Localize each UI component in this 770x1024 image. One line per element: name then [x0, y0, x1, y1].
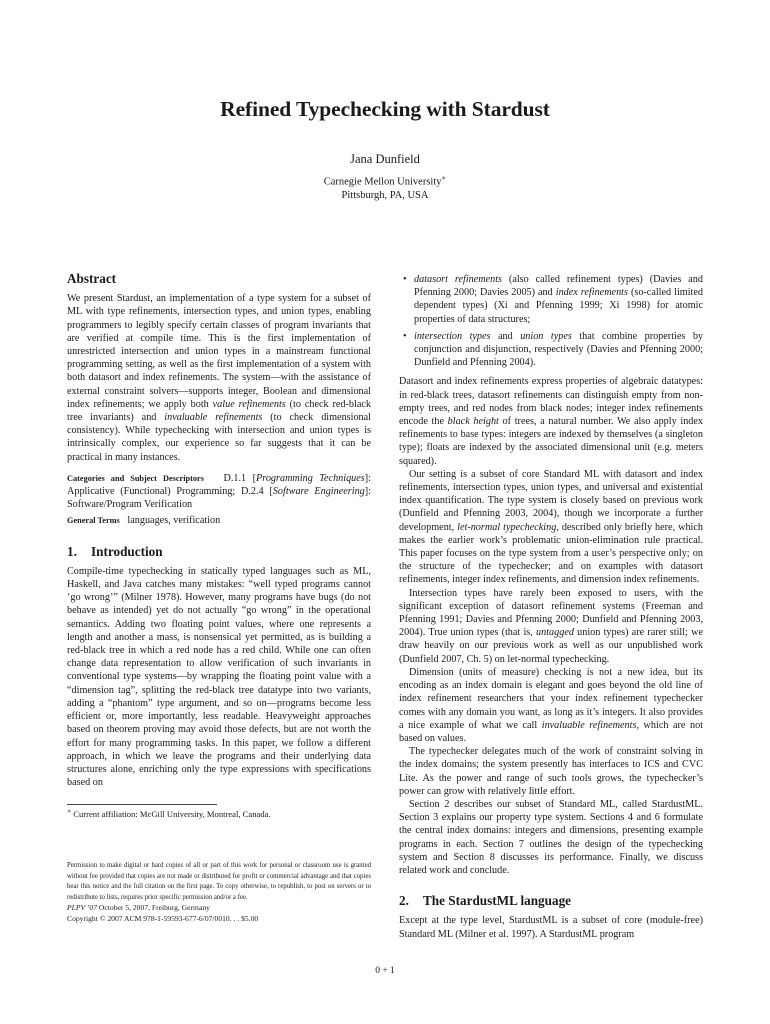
categories-descriptors: Categories and Subject Descriptors D.1.1 [Programming Techniques]: Applicative (Functional) Programming; D.2.4 [Software Engineering]: Software/Program Verification [67, 472, 371, 511]
abstract-heading: Abstract [67, 271, 117, 286]
footnote-rule [67, 804, 217, 805]
right-column [399, 273, 703, 941]
categories-heading: Categories and Subject Descriptors [67, 473, 204, 483]
affiliation-footnote-mark: ∗ [441, 174, 447, 182]
body-paragraph: The typechecker delegates much of the work of constraint solving in the index domains; the system presently has interfaces to ICS and CVC Lite. As the power and range of such tools grows, the typechecker’s power can grow with relatively little effort. [399, 746, 703, 797]
paper-title: Refined Typechecking with Stardust [220, 97, 550, 121]
author-name: Jana Dunfield [350, 152, 420, 166]
left-column [67, 272, 371, 789]
general-terms-heading: General Terms [67, 516, 120, 526]
body-paragraph: Intersection types have rarely been exposed to users, with the significant exception of datasort refinement systems (Freeman and Pfenning 1991; Davies and Pfenning 2000; Dunfield and Pfenning 2003, 2004). True union types (that is, untagged union types) are rarer still; we draw heavily on our previous work as well as our unpublished work (Dunfield 2007, Ch. 5) on let-normal typechecking. [399, 587, 703, 665]
body-paragraph: Datasort and index refinements express properties of algebraic datatypes: in red-black trees, datasort refinements can distinguish empty from non-empty trees, and red nodes from black nodes; integer index refinements encode the black height of trees, a natural number. We also apply index refinements to base types: integers are indexed by themselves (a singleton type); floats are indexed by the associated dimensional unit (e.g. meters squared). [399, 376, 703, 467]
section-2-heading: 2. The StardustML language [399, 893, 572, 909]
conference-venue: PLPV ’07 October 5, 2007, Freiburg, Germany [67, 903, 210, 913]
introduction-paragraph: Compile-time typechecking in statically typed languages such as ML, Haskell, and Java catches many mistakes: “well typed programs cannot ‘go wrong’” (Milner 1978). However, many programs have bugs (do not behave as intended) yet do not actually “go wrong” in the operational semantics. Adding two floating point values, where one represents a length and another a mass, is nonsensical yet permitted, as is building a red-black tree in which a red node has a red child. While one can often change data representation to allow verification of such invariants in conventional type systems—by wrapping the floating point value with a “dimension tag”, splitting the red-black tree datatype into two variants, adding a “phantom” type argument, and so on—programs become less efficient or, more importantly, less readable. Heavyweight approaches based on theorem proving may avoid those defects, but are not worth the effort for many programming tasks. In this paper, we follow a different approach, in which we leave the programs and their underlying data structures alone, enriching only the type expressions with specifications based on [67, 565, 371, 789]
affiliation-location: Pittsburgh, PA, USA [341, 190, 429, 201]
copyright-line: Copyright © 2007 ACM 978-1-59593-677-6/07/0010. . . $5.00 [67, 913, 259, 923]
permission-text: Permission to make digital or hard copies of all or part of this work for personal or classroom use is granted without fee provided that copies are not made or distributed for profit or commercial advantage and that copies bear this notice and the full citation on the first page. To copy otherwise, to republish, to post on servers or to redistribute to lists, requires prior specific permission and/or a fee. [67, 862, 371, 901]
body-paragraph: Section 2 describes our subset of Standard ML, called StardustML. Section 3 explains our property type system. Sections 4 and 6 formulate the central index domains: integers and dimensions, presenting example programs in each. Section 7 outlines the design of the typechecking system and Section 8 discusses its performance. Finally, we discuss related work and conclude. [399, 798, 703, 876]
general-terms: General Terms languages, verification [67, 515, 221, 527]
permission-notice [67, 861, 371, 925]
body-paragraph: Dimension (units of measure) checking is not a new idea, but its encoding as an index domain is elegant and goes beyond the old line of index refinement researchers that your index refinement typechecker comes with any domain you want, as long as it’s integers. It also provides a nice example of what we call invaluable refinements, which are not based on values. [399, 666, 704, 744]
section-2-paragraph: Except at the type level, StardustML is a subset of core (module-free) Standard ML (Milner et al. 1997). A StardustML program [399, 915, 703, 940]
author-affiliation [0, 172, 770, 203]
list-item: • intersection types and union types that combine properties by conjunction and disjunction, respectively (Davies and Pfenning 2000; Dunfield and Pfenning 2004). [403, 330, 704, 369]
abstract-paragraph: We present Stardust, an implementation of a type system for a subset of ML with type refinements, intersection types, and union types, enabling programmers to legibly specify certain classes of program invariants that are verified at compile time. This is the first implementation of unrestricted intersection and union types in a mainstream functional programming setting, as well as the first implementation of a system with both datasort and index refinements. The system—with the assistance of external constraint solvers—supports integer, Boolean and dimensional index refinements; we apply both value refinements (to check red-black tree invariants) and invaluable refinements (to check dimensional consistency). While typechecking with intersection and union types is intrinsically complex, our experience so far suggests that it can be practical in many instances. [67, 293, 371, 463]
list-item: • datasort refinements (also called refinement types) (Davies and Pfenning 2000; Davies 2005) and index refinements (so-called limited dependent types) (Xi and Pfenning 1999; Xi 1998) for atomic properties of data structures; [403, 274, 703, 325]
page-number: 0 + 1 [375, 966, 395, 976]
affiliation-name: Carnegie Mellon University [323, 176, 442, 188]
body-paragraph: Our setting is a subset of core Standard ML with datasort and index refinements, intersection types, union types, and universal and existential index quantification. The type system is closely based on previous work (Dunfield and Pfenning 2003, 2004), though we incorporate a further development, let-normal typechecking, described only briefly here, which makes the earlier work’s problematic union-elimination rule practical. This paper focuses on the type system from a user’s perspective only; on the structure of the typechecker; and on examples with datasort refinements, integer index refinements, and dimension index refinements. [399, 468, 703, 586]
refinement-list [399, 273, 703, 369]
introduction-heading: 1. Introduction [67, 543, 163, 559]
footnote: ∗ Current affiliation: McGill University, Montreal, Canada. [67, 808, 271, 819]
